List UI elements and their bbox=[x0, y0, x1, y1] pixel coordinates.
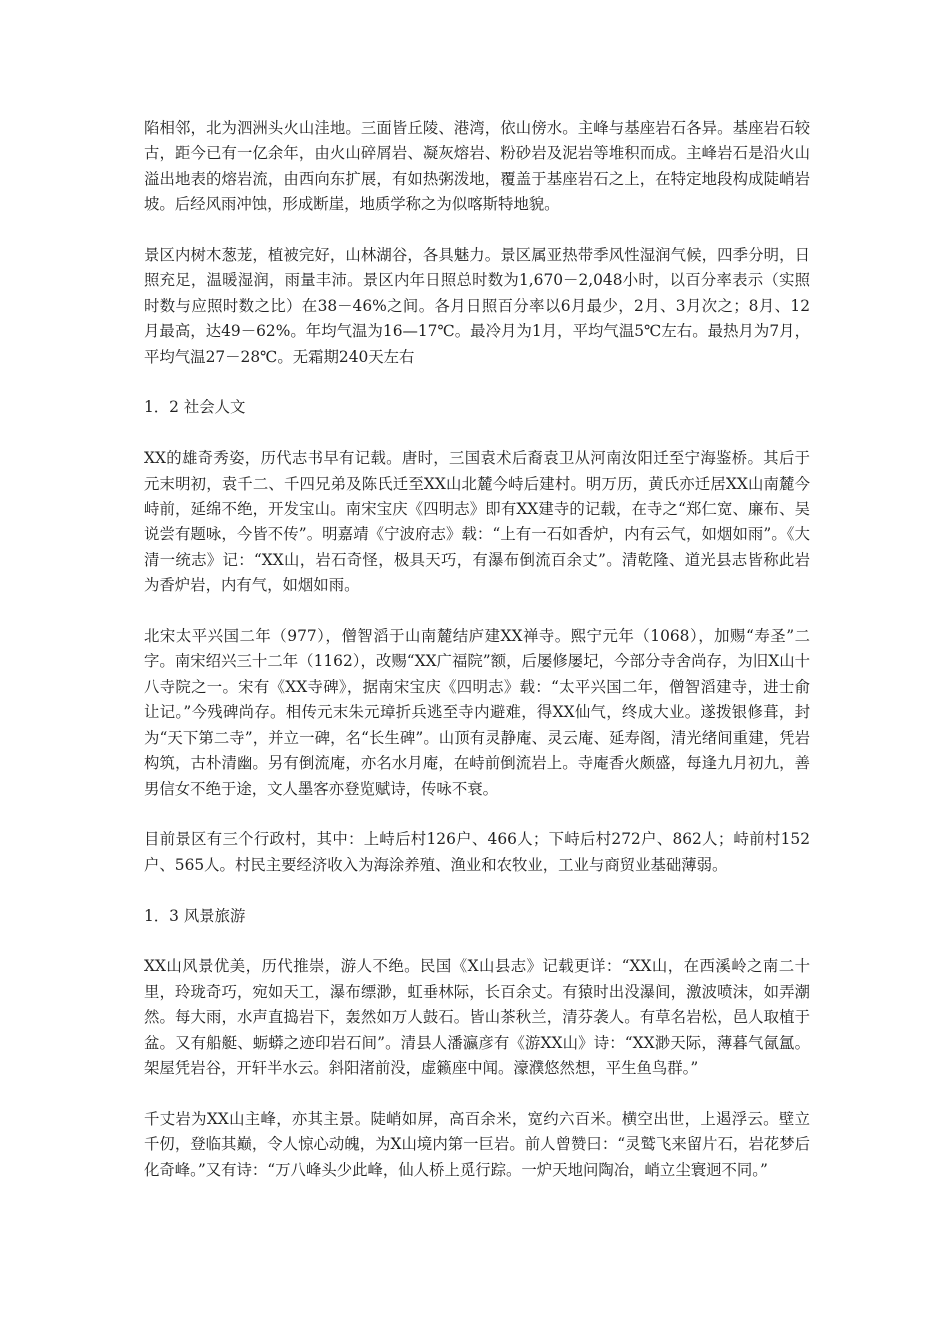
paragraph-scenery: XX山风景优美，历代推崇，游人不绝。民国《X山县志》记载更详：“XX山，在西溪岭之南二十里，玲珑奇巧，宛如天工，瀑布缥渺，虹垂林际，长百余丈。有猿时出没瀑间，激波喷沫，如弄潮然。每大雨，水声直捣岩下，轰然如万人鼓石。皆山茶秋兰，清芬袭人。有草名岩松，邑人取植于盆。又有船艇、蛎蟒之迹印岩石间”。清县人潘瀛彦有《游XX山》诗：“XX渺天际，薄暮气氤氲。架屋凭岩谷，开轩半水云。斜阳渚前没，虚籁座中闻。濠濮悠然想，平生鱼鸟群。” bbox=[144, 957, 810, 1077]
section-heading-scenic-tourism: 1．3 风景旅游 bbox=[144, 906, 246, 925]
document-page bbox=[144, 116, 810, 1208]
paragraph-geology: 陷相邻，北为泗洲头火山洼地。三面皆丘陵、港湾，依山傍水。主峰与基座岩石各异。基座岩石较古，距今已有一亿余年，由火山碎屑岩、凝灰熔岩、粉砂岩及泥岩等堆积而成。主峰岩石是沿火山溢出地表的熔岩流，由西向东扩展，有如热粥泼地，覆盖于基座岩石之上，在特定地段构成陡峭岩坡。后经风雨冲蚀，形成断崖，地质学称之为似喀斯特地貌。 bbox=[144, 119, 810, 214]
paragraph-temple: 北宋太平兴国二年（977），僧智滔于山南麓结庐建XX禅寺。熙宁元年（1068），加赐“寿圣”二字。南宋绍兴三十二年（1162），改赐“XX广福院”额，后屡修屡圮，今部分寺舍尚存，为旧X山十八寺院之一。宋有《XX寺碑》，据南宋宝庆《四明志》载：“太平兴国二年，僧智滔建寺，进士俞让记。”今残碑尚存。相传元末朱元璋折兵逃至寺内避难，得XX仙气，终成大业。遂拨银修葺，封为“天下第二寺”，并立一碑，名“长生碑”。山顶有灵静庵、灵云庵、延寿阁，清光绪间重建，凭岩构筑，古朴清幽。另有倒流庵，亦名水月庵，在峙前倒流岩上。寺庵香火颇盛，每逢九月初九，善男信女不绝于途，文人墨客亦登览赋诗，传咏不衰。 bbox=[144, 627, 810, 798]
paragraph-villages: 目前景区有三个行政村，其中：上峙后村126户、466人；下峙后村272户、862人；峙前村152户、565人。村民主要经济收入为海涂养殖、渔业和农牧业，工业与商贸业基础薄弱。 bbox=[144, 830, 810, 874]
paragraph-climate: 景区内树木葱茏，植被完好，山林湖谷，各具魅力。景区属亚热带季风性湿润气候，四季分明，日照充足，温暖湿润，雨量丰沛。景区内年日照总时数为1,670－2,048小时，以百分率表示（实照时数与应照时数之比）在38－46%之间。各月日照百分率以6月最少，2月、3月次之；8月、12月最高，达49－62%。年均气温为16—17℃。最冷月为1月，平均气温5℃左右。最热月为7月，平均气温27－28℃。无霜期240天左右 bbox=[144, 246, 810, 366]
paragraph-main-peak: 千丈岩为XX山主峰，亦其主景。陡峭如屏，高百余米，宽约六百米。横空出世，上遏浮云。壁立千仞，登临其巅，令人惊心动魄，为X山境内第一巨岩。前人曾赞曰：“灵鹫飞来留片石，岩花梦后化奇峰。”又有诗：“万八峰头少此峰，仙人桥上觅行踪。一炉天地问陶冶，峭立尘寰迥不同。” bbox=[144, 1109, 810, 1179]
section-heading-social-culture: 1．2 社会人文 bbox=[144, 398, 246, 417]
paragraph-history: XX的雄奇秀姿，历代志书早有记载。唐时，三国袁术后裔袁卫从河南汝阳迁至宁海鉴桥。其后于元末明初，袁千二、千四兄弟及陈氏迁至XX山北麓今峙后建村。明万历，黄氏亦迁居XX山南麓今峙前，延绵不绝，开发宝山。南宋宝庆《四明志》即有XX建寺的记载，在寺之“郑仁宽、廉布、吴说尝有题咏，今皆不传”。明嘉靖《宁波府志》载：“上有一石如香炉，内有云气，如烟如雨”。《大清一统志》记：“XX山，岩石奇怪，极具天巧，有瀑布倒流百余丈”。清乾隆、道光县志皆称此岩为香炉岩，内有气，如烟如雨。 bbox=[144, 449, 810, 595]
